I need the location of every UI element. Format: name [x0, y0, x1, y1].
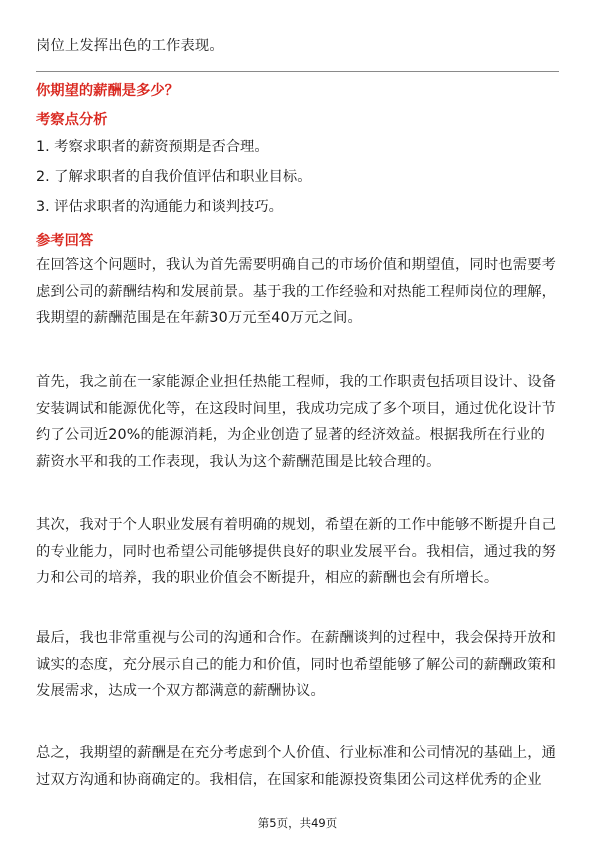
answer-paragraph: 总之，我期望的薪酬是在充分考虑到个人价值、行业标准和公司情况的基础上，通过双方沟通和协商确定的。我相信，在国家和能源投资集团公司这样优秀的企业: [36, 745, 557, 788]
answer-heading: 参考回答: [36, 233, 94, 249]
analysis-item: 3. 评估求职者的沟通能力和谈判技巧。: [36, 199, 283, 215]
answer-paragraph: 其次，我对于个人职业发展有着明确的规划，希望在新的工作中能够不断提升自己的专业能力，同时也希望公司能够提供良好的职业发展平台。我相信，通过我的努力和公司的培养，我的职业价值会不断提升，相应的薪酬也会有所增长。: [36, 517, 557, 586]
page-footer: 第5页，共49页: [257, 816, 338, 830]
answer-paragraph: 最后，我也非常重视与公司的沟通和合作。在薪酬谈判的过程中，我会保持开放和诚实的态度，充分展示自己的能力和价值，同时也希望能够了解公司的薪酬政策和发展需求，达成一个双方都满意的薪酬协议。: [36, 630, 557, 699]
answer-paragraph: 首先，我之前在一家能源企业担任热能工程师，我的工作职责包括项目设计、设备安装调试和能源优化等，在这段时间里，我成功完成了多个项目，通过优化设计节约了公司近20%的能源消耗，为企业创造了显著的经济效益。根据我所在行业的薪资水平和我的工作表现，我认为这个薪酬范围是比较合理的。: [36, 374, 557, 470]
answer-paragraph: 在回答这个问题时，我认为首先需要明确自己的市场价值和期望值，同时也需要考虑到公司的薪酬结构和发展前景。基于我的工作经验和对热能工程师岗位的理解，我期望的薪酬范围是在年薪30万元至40万元之间。: [36, 257, 557, 326]
analysis-item: 1. 考察求职者的薪资预期是否合理。: [36, 139, 269, 155]
analysis-heading: 考察点分析: [36, 112, 108, 128]
carryover-line: 岗位上发挥出色的工作表现。: [36, 38, 224, 54]
analysis-item: 2. 了解求职者的自我价值评估和职业目标。: [36, 169, 312, 185]
section-divider: [36, 71, 559, 72]
question-heading: 你期望的薪酬是多少？: [36, 83, 179, 99]
